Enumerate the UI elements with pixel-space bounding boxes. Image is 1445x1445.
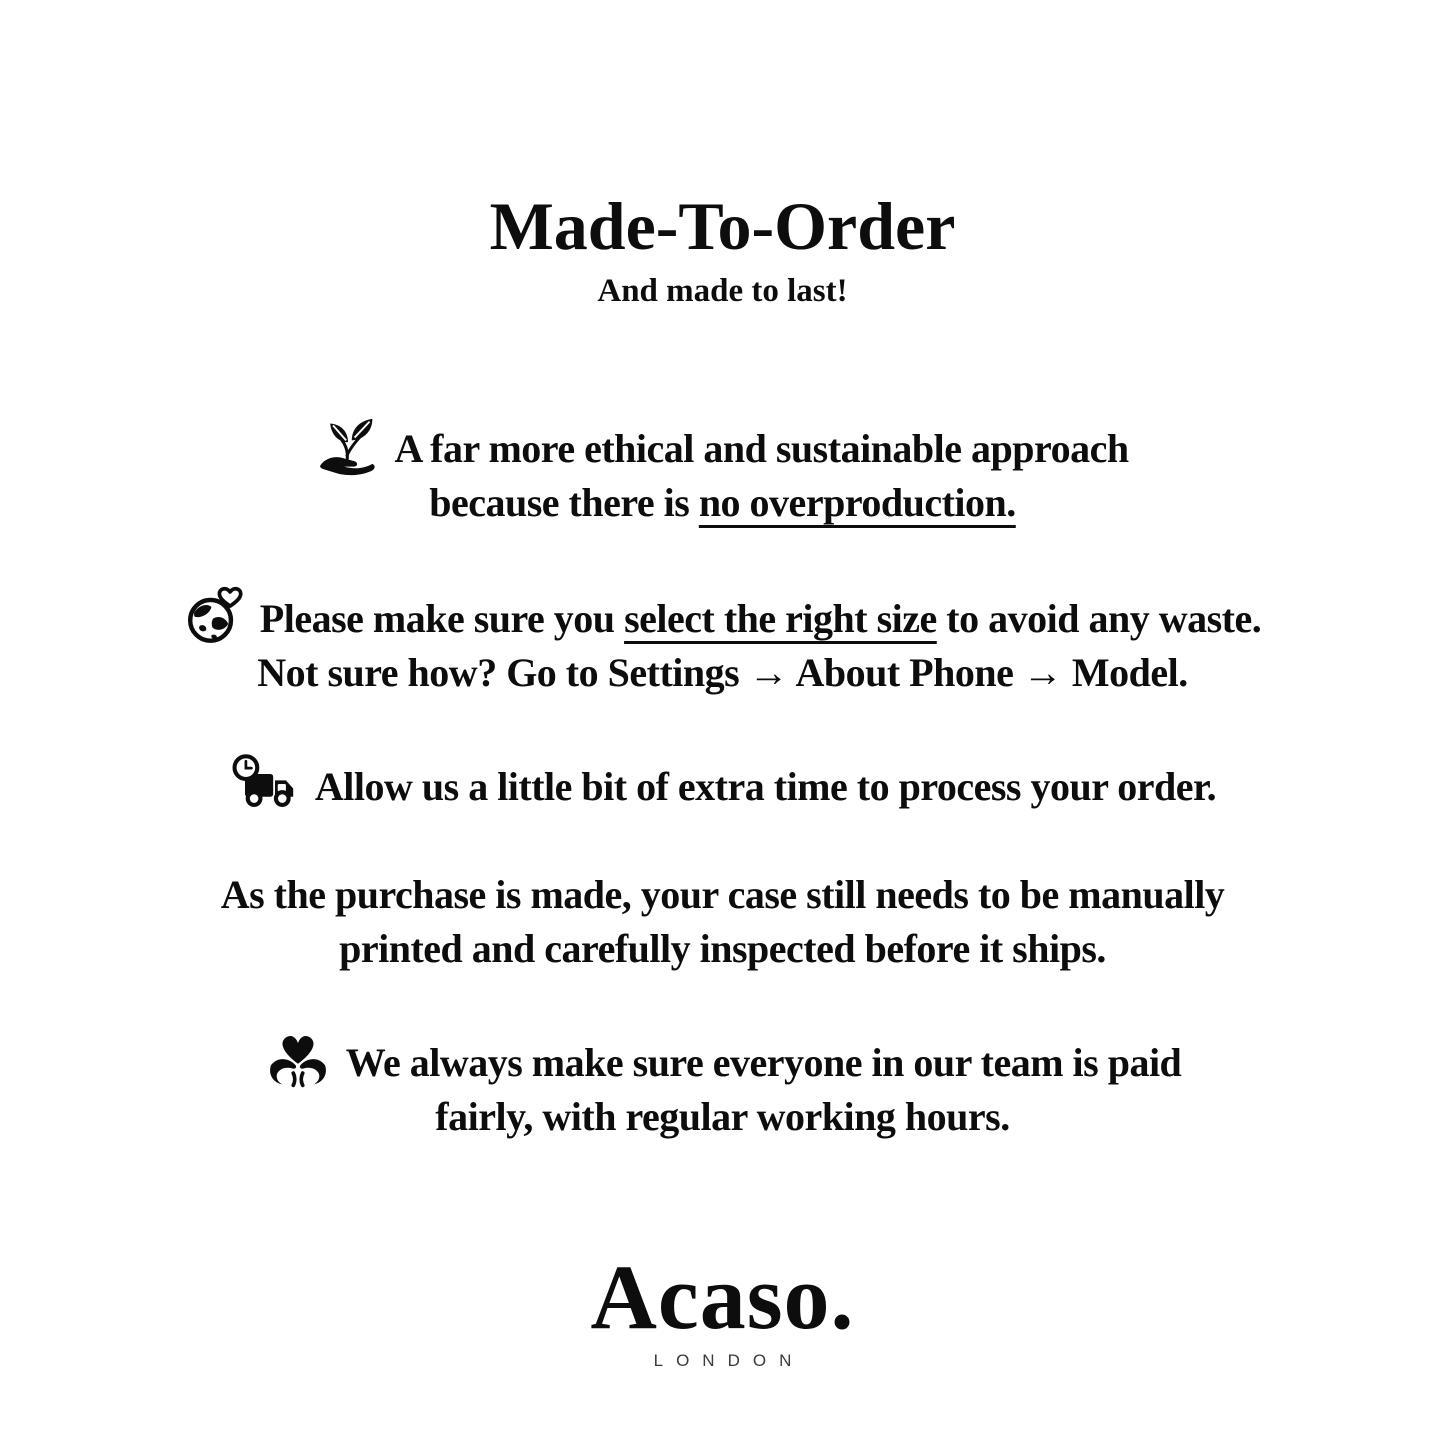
manual-process-line2: printed and carefully inspected before it ships.: [339, 925, 1106, 971]
extra-time-line1: Allow us a little bit of extra time to process your order.: [314, 763, 1217, 809]
right-size-line1-pre: Please make sure you: [259, 595, 625, 641]
fair-pay-line1: We always make sure everyone in our team is paid: [345, 1039, 1182, 1085]
delivery-truck-clock-icon: [229, 754, 301, 814]
ethical-line1: A far more ethical and sustainable approach: [394, 425, 1129, 471]
right-size-line2: Not sure how? Go to Settings → About Phone → Model.: [257, 649, 1188, 695]
right-size-line1-post: to avoid any waste.: [936, 595, 1262, 641]
extra-time-paragraph: [24, 754, 1421, 814]
seedling-in-hand-icon: [316, 416, 380, 476]
fair-pay-line2: fairly, with regular working hours.: [435, 1093, 1010, 1139]
info-sections: [0, 416, 1445, 1144]
fair-pay-paragraph: [24, 1030, 1421, 1144]
brand-location: LONDON: [653, 1350, 805, 1370]
page-title: Made-To-Order: [489, 188, 956, 264]
brand-footer: [0, 1245, 1445, 1371]
ethical-line2-underlined: no overproduction.: [698, 479, 1016, 525]
ethical-line2-text: because there is: [429, 479, 699, 525]
globe-with-heart-icon: [184, 584, 246, 646]
header: [0, 0, 1445, 312]
brand-logo: Acaso.: [590, 1245, 855, 1348]
page-subtitle: And made to last!: [597, 273, 848, 309]
manual-process-paragraph: [24, 868, 1421, 976]
right-size-paragraph: [24, 584, 1421, 700]
manual-process-line1: As the purchase is made, your case still needs to be manually: [220, 871, 1225, 917]
ethical-paragraph: [24, 416, 1421, 530]
right-size-underlined: select the right size: [624, 595, 937, 641]
hands-holding-heart-icon: [264, 1030, 332, 1090]
